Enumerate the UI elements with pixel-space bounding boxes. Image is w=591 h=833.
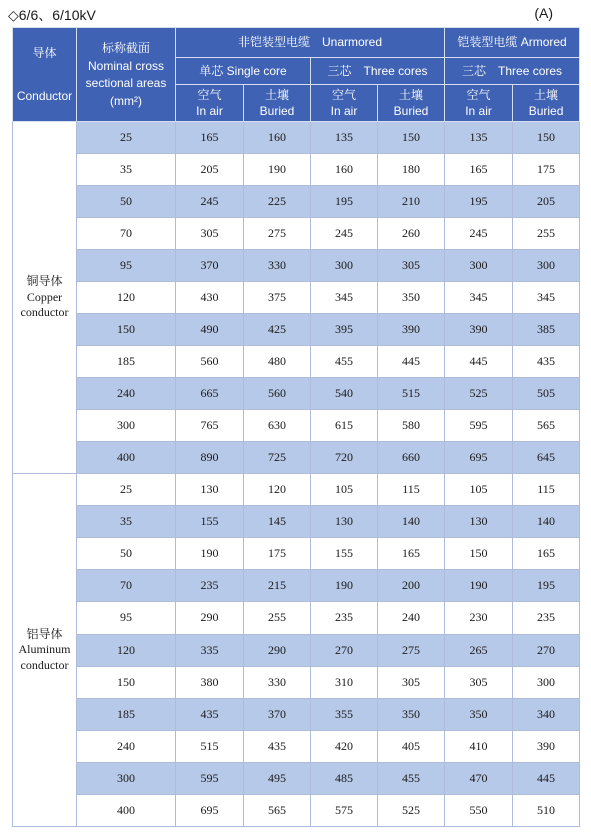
ampacity-cell: 140	[513, 506, 580, 538]
buried-header-en: Buried	[259, 104, 295, 118]
section-cell: 35	[77, 506, 176, 538]
ampacity-cell: 720	[311, 442, 378, 474]
table-row	[13, 442, 580, 474]
ampacity-cell: 120	[244, 474, 311, 506]
ampacity-cell: 330	[244, 250, 311, 282]
ampacity-cell: 130	[311, 506, 378, 538]
conductor-group-label-en: Copper conductor	[20, 289, 69, 320]
ampacity-cell: 695	[176, 794, 244, 826]
ampacity-cell: 425	[244, 314, 311, 346]
ampacity-cell: 355	[311, 698, 378, 730]
buried-header-cn: 土壤	[399, 87, 424, 102]
ampacity-cell: 525	[378, 794, 445, 826]
ampacity-cell: 340	[513, 698, 580, 730]
ampacity-cell: 890	[176, 442, 244, 474]
section-cell: 400	[77, 794, 176, 826]
in-air-header-en: In air	[330, 104, 358, 118]
ampacity-cell: 210	[378, 186, 445, 218]
table-row	[13, 538, 580, 570]
ampacity-cell: 150	[513, 122, 580, 154]
ampacity-cell: 135	[445, 122, 513, 154]
ampacity-cell: 305	[176, 218, 244, 250]
ampacity-cell: 615	[311, 410, 378, 442]
ampacity-cell: 155	[176, 506, 244, 538]
ampacity-cell: 105	[445, 474, 513, 506]
table-row	[13, 602, 580, 634]
buried-header	[244, 85, 311, 122]
page-title: ◇6/6、6/10kV	[8, 7, 96, 23]
section-cell: 35	[77, 154, 176, 186]
ampacity-cell: 235	[311, 602, 378, 634]
ampacity-cell: 155	[311, 538, 378, 570]
ampacity-cell: 160	[311, 154, 378, 186]
ampacity-cell: 245	[311, 218, 378, 250]
ampacity-cell: 105	[311, 474, 378, 506]
in-air-header	[445, 85, 513, 122]
section-header-unit: (mm²)	[110, 93, 142, 108]
ampacity-cell: 305	[378, 250, 445, 282]
ampacity-cell: 515	[176, 730, 244, 762]
conductor-group-label	[13, 474, 77, 827]
ampacity-cell: 150	[445, 538, 513, 570]
ampacity-cell: 435	[176, 698, 244, 730]
table-header	[13, 28, 580, 122]
ampacity-cell: 560	[244, 378, 311, 410]
ampacity-cell: 395	[311, 314, 378, 346]
ampacity-cell: 350	[445, 698, 513, 730]
ampacity-cell: 140	[378, 506, 445, 538]
ampacity-cell: 380	[176, 666, 244, 698]
ampacity-cell: 490	[176, 314, 244, 346]
conductor-group-label-cn: 铜导体	[26, 274, 63, 289]
section-cell: 185	[77, 346, 176, 378]
ampacity-cell: 385	[513, 314, 580, 346]
three-cores-unarmored-header: 三芯 Three cores	[311, 58, 445, 85]
section-header	[77, 28, 176, 122]
ampacity-cell: 305	[378, 666, 445, 698]
in-air-header	[311, 85, 378, 122]
ampacity-cell: 300	[311, 250, 378, 282]
ampacity-cell: 235	[513, 602, 580, 634]
section-cell: 240	[77, 730, 176, 762]
ampacity-cell: 390	[513, 730, 580, 762]
ampacity-cell: 245	[445, 218, 513, 250]
ampacity-cell: 230	[445, 602, 513, 634]
ampacity-cell: 165	[176, 122, 244, 154]
in-air-header-en: In air	[196, 104, 223, 118]
ampacity-cell: 630	[244, 410, 311, 442]
ampacity-cell: 665	[176, 378, 244, 410]
section-cell: 95	[77, 602, 176, 634]
section-cell: 240	[77, 378, 176, 410]
ampacity-cell: 165	[378, 538, 445, 570]
ampacity-cell: 485	[311, 762, 378, 794]
ampacity-cell: 160	[244, 122, 311, 154]
table-row	[13, 474, 580, 506]
ampacity-cell: 190	[244, 154, 311, 186]
ampacity-cell: 345	[445, 282, 513, 314]
table-row	[13, 186, 580, 218]
table-row	[13, 314, 580, 346]
ampacity-cell: 350	[378, 282, 445, 314]
ampacity-cell: 225	[244, 186, 311, 218]
ampacity-cell: 195	[513, 570, 580, 602]
ampacity-cell: 300	[513, 666, 580, 698]
ampacity-cell: 180	[378, 154, 445, 186]
section-cell: 95	[77, 250, 176, 282]
table-row	[13, 794, 580, 826]
ampacity-cell: 345	[513, 282, 580, 314]
ampacity-cell: 270	[311, 634, 378, 666]
buried-header-en: Buried	[528, 104, 564, 118]
table-row	[13, 730, 580, 762]
ampacity-cell: 645	[513, 442, 580, 474]
ampacity-cell: 190	[445, 570, 513, 602]
ampacity-cell: 305	[445, 666, 513, 698]
table-row	[13, 250, 580, 282]
ampacity-cell: 275	[378, 634, 445, 666]
ampacity-cell: 260	[378, 218, 445, 250]
ampacity-cell: 445	[445, 346, 513, 378]
buried-header-en: Buried	[393, 104, 429, 118]
table-row	[13, 698, 580, 730]
table-row	[13, 282, 580, 314]
ampacity-cell: 330	[244, 666, 311, 698]
ampacity-cell: 390	[378, 314, 445, 346]
ampacity-table	[12, 27, 580, 827]
ampacity-cell: 310	[311, 666, 378, 698]
ampacity-cell: 455	[311, 346, 378, 378]
section-cell: 50	[77, 186, 176, 218]
section-header-en: Nominal cross sectional areas	[85, 59, 167, 90]
ampacity-cell: 190	[176, 538, 244, 570]
ampacity-cell: 565	[513, 410, 580, 442]
section-header-cn: 标称截面	[101, 41, 150, 56]
table-row	[13, 634, 580, 666]
ampacity-cell: 205	[513, 186, 580, 218]
section-cell: 25	[77, 122, 176, 154]
buried-header-cn: 土壤	[264, 87, 289, 102]
ampacity-cell: 175	[513, 154, 580, 186]
table-row	[13, 570, 580, 602]
table-row	[13, 506, 580, 538]
single-core-header: 单芯 Single core	[176, 58, 311, 85]
ampacity-cell: 595	[176, 762, 244, 794]
table-row	[13, 762, 580, 794]
ampacity-cell: 405	[378, 730, 445, 762]
ampacity-cell: 565	[244, 794, 311, 826]
ampacity-cell: 115	[513, 474, 580, 506]
ampacity-cell: 580	[378, 410, 445, 442]
section-cell: 50	[77, 538, 176, 570]
ampacity-cell: 290	[176, 602, 244, 634]
ampacity-cell: 430	[176, 282, 244, 314]
table-row	[13, 410, 580, 442]
ampacity-cell: 200	[378, 570, 445, 602]
in-air-header-cn: 空气	[466, 87, 491, 102]
conductor-header-en: Conductor	[16, 88, 73, 103]
ampacity-cell: 195	[445, 186, 513, 218]
in-air-header-cn: 空气	[197, 87, 222, 102]
ampacity-cell: 115	[378, 474, 445, 506]
ampacity-cell: 165	[513, 538, 580, 570]
ampacity-cell: 375	[244, 282, 311, 314]
ampacity-cell: 245	[176, 186, 244, 218]
ampacity-cell: 270	[513, 634, 580, 666]
ampacity-cell: 480	[244, 346, 311, 378]
ampacity-cell: 145	[244, 506, 311, 538]
ampacity-cell: 455	[378, 762, 445, 794]
ampacity-cell: 410	[445, 730, 513, 762]
ampacity-cell: 130	[176, 474, 244, 506]
ampacity-cell: 275	[244, 218, 311, 250]
ampacity-cell: 515	[378, 378, 445, 410]
ampacity-cell: 435	[513, 346, 580, 378]
buried-header	[378, 85, 445, 122]
ampacity-cell: 695	[445, 442, 513, 474]
ampacity-cell: 435	[244, 730, 311, 762]
section-cell: 300	[77, 410, 176, 442]
ampacity-cell: 505	[513, 378, 580, 410]
conductor-header-cn: 导体	[32, 46, 57, 61]
conductor-group-label-cn: 铝导体	[26, 626, 63, 641]
table-row	[13, 122, 580, 154]
ampacity-cell: 240	[378, 602, 445, 634]
section-cell: 70	[77, 570, 176, 602]
table-row	[13, 218, 580, 250]
ampacity-cell: 420	[311, 730, 378, 762]
ampacity-cell: 195	[311, 186, 378, 218]
conductor-header	[13, 28, 77, 122]
ampacity-cell: 370	[176, 250, 244, 282]
ampacity-cell: 495	[244, 762, 311, 794]
ampacity-cell: 370	[244, 698, 311, 730]
ampacity-cell: 345	[311, 282, 378, 314]
ampacity-cell: 175	[244, 538, 311, 570]
ampacity-cell: 190	[311, 570, 378, 602]
section-cell: 150	[77, 666, 176, 698]
ampacity-cell: 725	[244, 442, 311, 474]
buried-header-cn: 土壤	[534, 87, 559, 102]
ampacity-cell: 255	[244, 602, 311, 634]
ampacity-cell: 575	[311, 794, 378, 826]
ampacity-cell: 560	[176, 346, 244, 378]
ampacity-cell: 765	[176, 410, 244, 442]
table-row	[13, 666, 580, 698]
table-row	[13, 378, 580, 410]
ampacity-cell: 335	[176, 634, 244, 666]
ampacity-cell: 470	[445, 762, 513, 794]
conductor-group-label	[13, 122, 77, 474]
ampacity-cell: 540	[311, 378, 378, 410]
ampacity-cell: 135	[311, 122, 378, 154]
section-cell: 70	[77, 218, 176, 250]
ampacity-cell: 215	[244, 570, 311, 602]
ampacity-cell: 165	[445, 154, 513, 186]
ampacity-cell: 265	[445, 634, 513, 666]
buried-header	[513, 85, 580, 122]
section-cell: 300	[77, 762, 176, 794]
section-cell: 185	[77, 698, 176, 730]
in-air-header	[176, 85, 244, 122]
ampacity-cell: 525	[445, 378, 513, 410]
ampacity-cell: 150	[378, 122, 445, 154]
ampacity-cell: 350	[378, 698, 445, 730]
ampacity-cell: 660	[378, 442, 445, 474]
table-body	[13, 122, 580, 827]
section-cell: 400	[77, 442, 176, 474]
unarmored-header: 非铠装型电缆 Unarmored	[176, 28, 445, 58]
section-cell: 25	[77, 474, 176, 506]
ampacity-cell: 300	[445, 250, 513, 282]
ampacity-cell: 255	[513, 218, 580, 250]
in-air-header-en: In air	[465, 104, 492, 118]
ampacity-cell: 300	[513, 250, 580, 282]
three-cores-armored-header: 三芯 Three cores	[445, 58, 580, 85]
ampacity-cell: 510	[513, 794, 580, 826]
section-cell: 150	[77, 314, 176, 346]
ampacity-cell: 205	[176, 154, 244, 186]
unit-mark: (A)	[534, 5, 553, 21]
table-row	[13, 346, 580, 378]
ampacity-cell: 290	[244, 634, 311, 666]
ampacity-cell: 445	[378, 346, 445, 378]
ampacity-cell: 595	[445, 410, 513, 442]
conductor-group-label-en: Aluminum conductor	[18, 642, 71, 672]
ampacity-cell: 390	[445, 314, 513, 346]
ampacity-cell: 130	[445, 506, 513, 538]
page-header	[0, 0, 591, 27]
armored-header: 铠装型电缆 Armored	[445, 28, 580, 58]
ampacity-cell: 445	[513, 762, 580, 794]
in-air-header-cn: 空气	[331, 87, 356, 102]
section-cell: 120	[77, 282, 176, 314]
ampacity-cell: 235	[176, 570, 244, 602]
ampacity-cell: 550	[445, 794, 513, 826]
table-row	[13, 154, 580, 186]
section-cell: 120	[77, 634, 176, 666]
